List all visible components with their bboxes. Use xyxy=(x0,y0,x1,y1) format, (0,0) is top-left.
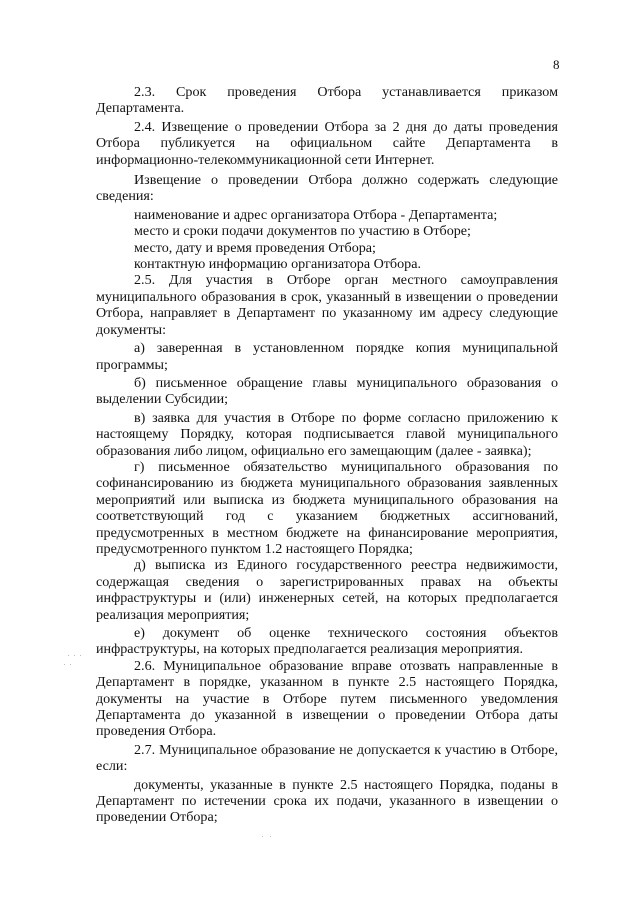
page-number: 8 xyxy=(553,57,560,72)
paragraph-notice-contents: Извещение о проведении Отбора должно содержать следующие сведения: xyxy=(96,172,558,205)
scan-artifact xyxy=(68,655,69,656)
list-item: контактную информацию организатора Отбора. xyxy=(134,256,421,273)
scan-artifact xyxy=(64,664,65,665)
list-item: место и сроки подачи документов по участию в Отборе; xyxy=(134,223,471,240)
paragraph-2-5-a: а) заверенная в установленном порядке копия муниципальной программы; xyxy=(96,340,558,373)
paragraph-2-5-e: е) документ об оценке технического состояния объектов инфраструктуры, на которых предполагается реализация мероприятия. xyxy=(96,625,558,658)
paragraph-2-3: 2.3. Срок проведения Отбора устанавливается приказом Департамента. xyxy=(96,84,558,117)
scan-artifact xyxy=(74,655,75,656)
list-item: наименование и адрес организатора Отбора - Департамента; xyxy=(134,206,498,223)
paragraph-2-7: 2.7. Муниципальное образование не допускается к участию в Отборе, если: xyxy=(96,741,558,775)
scan-artifact xyxy=(70,664,71,665)
paragraph-2-5-v: в) заявка для участия в Отборе по форме согласно приложению к настоящему Порядку, которая подписывается главой муниципального образования либо лицом, официально его замещающим (далее - заявка); xyxy=(96,409,558,459)
notice-items-list xyxy=(96,207,558,273)
paragraph-2-5-g: г) письменное обязательство муниципального образования по софинансированию из бюджета муниципального образования заявленных мероприятий или выписка из бюджета муниципального образования на соответствующий год с указанием бюджетных ассигнований, предусмотренных в местном бюджете на финансирование мероприятия, предусмотренного пунктом 1.2 настоящего Порядка; xyxy=(96,458,558,557)
paragraph-2-6: 2.6. Муниципальное образование вправе отозвать направленные в Департамент в порядке, указанном в пункте 2.5 настоящего Порядка, документы на участие в Отборе путем письменного уведомления Департамента до указанной в извещении о проведении Отбора даты проведения Отбора. xyxy=(96,657,558,740)
scan-artifact xyxy=(270,836,271,837)
list-item: место, дату и время проведения Отбора; xyxy=(134,239,376,256)
scan-artifact xyxy=(80,655,81,656)
paragraph-2-5-b: б) письменное обращение главы муниципального образования о выделении Субсидии; xyxy=(96,374,558,408)
document-body xyxy=(96,84,558,826)
paragraph-2-5-d: д) выписка из Единого государственного реестра недвижимости, содержащая сведения о зарегистрированных правах на объекты инфраструктуры и (или) инженерных сетей, на которых предполагается реализация мероприятия; xyxy=(96,557,558,623)
scan-artifact xyxy=(262,836,263,837)
paragraph-2-4: 2.4. Извещение о проведении Отбора за 2 дня до даты проведения Отбора публикуется на официальном сайте Департамента в информационно-телекоммуникационной сети Интернет. xyxy=(96,118,558,168)
paragraph-2-5: 2.5. Для участия в Отборе орган местного самоуправления муниципального образования в срок, указанный в извещении о проведении Отбора, направляет в Департамент по указанному им адресу следующие документы: xyxy=(96,272,558,338)
paragraph-2-7-condition: документы, указанные в пункте 2.5 настоящего Порядка, поданы в Департамент по истечении срока их подачи, указанного в извещении о проведении Отбора; xyxy=(96,776,558,826)
